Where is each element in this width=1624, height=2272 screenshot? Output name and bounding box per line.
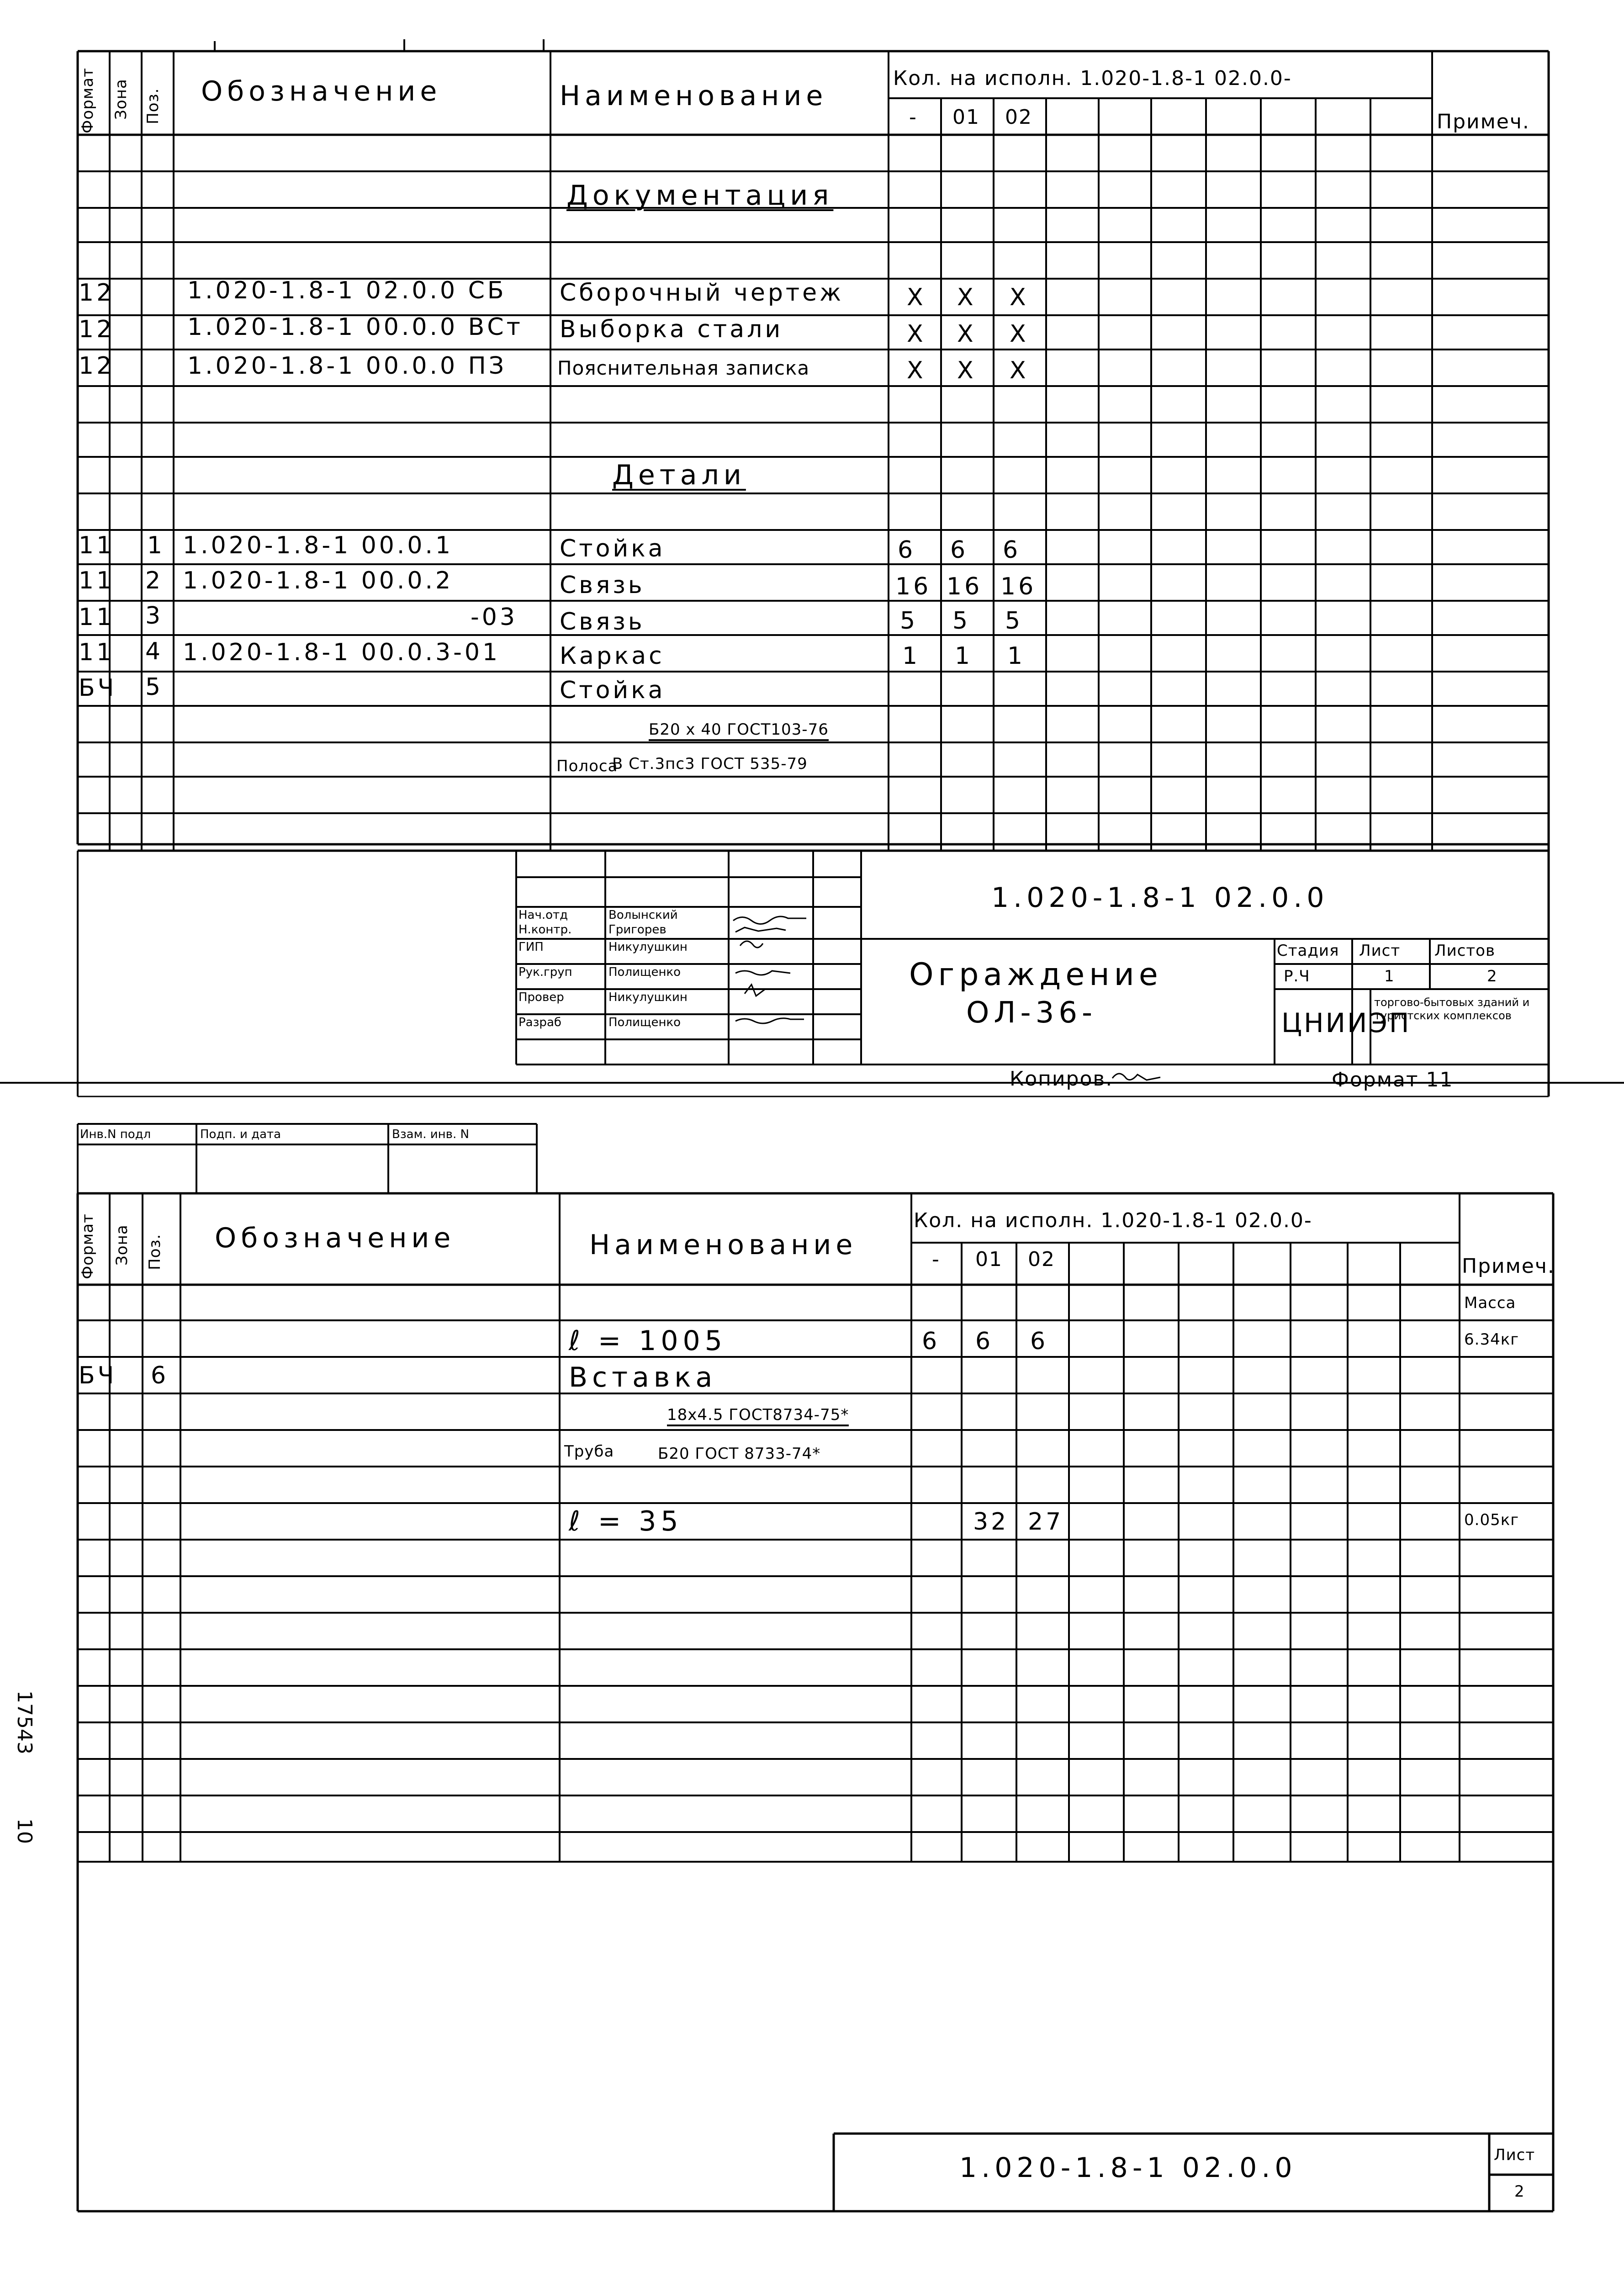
header-name: Наименование — [589, 1229, 857, 1261]
role-person: Полищенко — [608, 1016, 681, 1029]
header-var-01: 01 — [952, 106, 980, 129]
row-l35-mass: 0.05кг — [1464, 1511, 1519, 1529]
part-row-q3: 16 — [1000, 573, 1037, 600]
stage-value: Р.Ч — [1284, 967, 1310, 985]
doc-row-q1: X — [907, 320, 926, 348]
doc-row-format: 12 — [79, 352, 115, 380]
footer-code: 1.020-1.8-1 02.0.0 — [959, 2152, 1297, 2184]
header-var-02: 02 — [1028, 1248, 1055, 1271]
part-row-designation: -03 — [471, 604, 518, 631]
footer-sheet-label: Лист — [1494, 2146, 1535, 2164]
part-row-q3: 1 — [1007, 642, 1026, 670]
header-var-dash: - — [932, 1248, 940, 1271]
doc-row-q1: X — [907, 357, 926, 384]
stamp-sign-date: Подп. и дата — [200, 1128, 281, 1141]
header-name: Наименование — [560, 80, 828, 112]
header-designation: Обозначение — [215, 1222, 455, 1254]
doc-row-designation: 1.020-1.8-1 00.0.0 ВСт — [187, 313, 523, 341]
doc-row-format: 12 — [79, 279, 115, 307]
part-row-name: Стойка — [560, 535, 666, 562]
header-notes: Примеч. — [1437, 110, 1530, 133]
part-row-designation: 1.020-1.8-1 00.0.1 — [183, 532, 454, 559]
part-row-q1: 16 — [895, 573, 931, 600]
role-label: ГИП — [518, 940, 544, 954]
part-row-q1: 5 — [900, 607, 918, 635]
part-row-q2: 1 — [955, 642, 973, 670]
pipe-bottom: Б20 ГОСТ 8733-74* — [658, 1445, 821, 1463]
stage-label: Стадия — [1277, 942, 1339, 960]
header-format: Формат — [79, 68, 97, 133]
role-person: Полищенко — [608, 965, 681, 979]
role-label: Рук.груп — [518, 965, 572, 979]
role-label: Провер — [518, 990, 564, 1004]
row-pos: 6 — [151, 1362, 169, 1389]
copied-label: Копиров. — [1010, 1067, 1113, 1091]
row-q2: 6 — [975, 1328, 994, 1355]
header-format: Формат — [79, 1213, 97, 1279]
header-var-02: 02 — [1005, 106, 1032, 129]
strip-bottom: В Ст.3пс3 ГОСТ 535-79 — [612, 755, 808, 773]
row-format: БЧ — [79, 1362, 117, 1389]
role-person: Никулушкин — [608, 940, 688, 954]
row-l35-q3: 27 — [1028, 1508, 1064, 1536]
header-designation: Обозначение — [201, 75, 442, 107]
doc-row-name: Выборка стали — [560, 316, 783, 343]
row-q3: 6 — [1030, 1328, 1048, 1355]
part-row-q3: 6 — [1003, 536, 1021, 564]
header-zone: Зона — [113, 1224, 131, 1266]
part-row-q1: 1 — [902, 642, 920, 670]
sheets-label: Листов — [1434, 942, 1496, 960]
part-row-designation: 1.020-1.8-1 00.0.3-01 — [183, 639, 501, 666]
doc-row-designation: 1.020-1.8-1 02.0.0 СБ — [187, 277, 507, 304]
side-page: 10 — [13, 1818, 36, 1844]
doc-row-q3: X — [1010, 320, 1029, 348]
doc-row-name: Сборочный чертеж — [560, 279, 844, 307]
role-person: Григорев — [608, 923, 667, 937]
doc-row-q2: X — [957, 320, 976, 348]
strip-top: Б20 х 40 ГОСТ103-76 — [649, 722, 829, 741]
part-row-pos: 2 — [145, 567, 164, 594]
row-l35-q2: 32 — [973, 1508, 1009, 1536]
row-length: ℓ = 1005 — [569, 1325, 727, 1357]
header-zone: Зона — [112, 79, 130, 120]
sheet-label: Лист — [1359, 942, 1401, 960]
role-label: Н.контр. — [518, 923, 572, 937]
role-label: Нач.отд — [518, 908, 568, 922]
header-pos: Поз. — [146, 1234, 164, 1270]
header-var-01: 01 — [975, 1248, 1003, 1271]
row-mass: 6.34кг — [1464, 1330, 1519, 1349]
section-parts: Детали — [612, 459, 746, 491]
part-row-format: 11 — [79, 604, 115, 631]
org-sub: торгово-бытовых зданий и туристских комплексов — [1374, 996, 1530, 1022]
part-row-designation: 1.020-1.8-1 00.0.2 — [183, 567, 454, 594]
header-var-dash: - — [909, 106, 917, 129]
part-row-pos: 1 — [147, 532, 165, 559]
role-person: Волынский — [608, 908, 678, 922]
part-row-q2: 6 — [950, 536, 968, 564]
header-notes: Примеч. — [1462, 1255, 1555, 1278]
pipe-top: 18х4.5 ГОСТ8734-75* — [667, 1407, 849, 1426]
row-name: Вставка — [569, 1361, 717, 1393]
title-line2: ОЛ-36- — [966, 996, 1097, 1030]
part-row-name: Стойка — [560, 677, 666, 704]
row-l35-name: ℓ = 35 — [569, 1505, 683, 1537]
side-number: 17543 — [13, 1690, 36, 1754]
strip-label: Полоса — [556, 757, 618, 775]
title-line1: Ограждение — [909, 957, 1163, 993]
doc-row-q3: X — [1010, 357, 1029, 384]
row-q1: 6 — [922, 1328, 940, 1355]
part-row-pos: 3 — [145, 602, 164, 630]
doc-row-q2: X — [957, 357, 976, 384]
part-row-pos: 4 — [145, 638, 164, 665]
part-row-q2: 5 — [952, 607, 971, 635]
sheet-value: 1 — [1384, 967, 1395, 985]
part-row-pos: 5 — [145, 673, 164, 701]
doc-row-q2: X — [957, 284, 976, 311]
header-pos: Поз. — [144, 88, 162, 124]
stamp-inv: Инв.N подл — [80, 1128, 151, 1141]
role-label: Разраб — [518, 1016, 561, 1029]
doc-row-q3: X — [1010, 284, 1029, 311]
part-row-format: 11 — [79, 532, 115, 559]
footer-sheet-value: 2 — [1514, 2182, 1525, 2201]
part-row-format: 11 — [79, 567, 115, 594]
part-row-name: Каркас — [560, 642, 665, 670]
doc-row-name: Пояснительная записка — [557, 357, 810, 379]
mass-label: Масса — [1464, 1294, 1516, 1312]
pipe-label: Труба — [564, 1442, 614, 1461]
header-qty-group: Кол. на исполн. 1.020-1.8-1 02.0.0- — [914, 1209, 1312, 1232]
doc-row-designation: 1.020-1.8-1 00.0.0 ПЗ — [187, 352, 507, 380]
doc-row-q1: X — [907, 284, 926, 311]
format-label: Формат 11 — [1332, 1068, 1454, 1091]
part-row-name: Связь — [560, 608, 645, 636]
org-name: ЦНИИЭП — [1281, 1007, 1411, 1038]
section-documentation: Документация — [566, 180, 834, 212]
doc-row-format: 12 — [79, 316, 115, 343]
part-row-format: БЧ — [79, 674, 117, 702]
part-row-name: Связь — [560, 572, 645, 599]
part-row-q1: 6 — [898, 536, 916, 564]
part-row-q2: 16 — [947, 573, 983, 600]
part-row-q3: 5 — [1005, 607, 1023, 635]
role-person: Никулушкин — [608, 990, 688, 1004]
title-code: 1.020-1.8-1 02.0.0 — [991, 882, 1329, 914]
stamp-replace: Взам. инв. N — [392, 1128, 469, 1141]
header-qty-group: Кол. на исполн. 1.020-1.8-1 02.0.0- — [893, 67, 1292, 90]
part-row-format: 11 — [79, 639, 115, 666]
sheets-value: 2 — [1487, 967, 1497, 985]
